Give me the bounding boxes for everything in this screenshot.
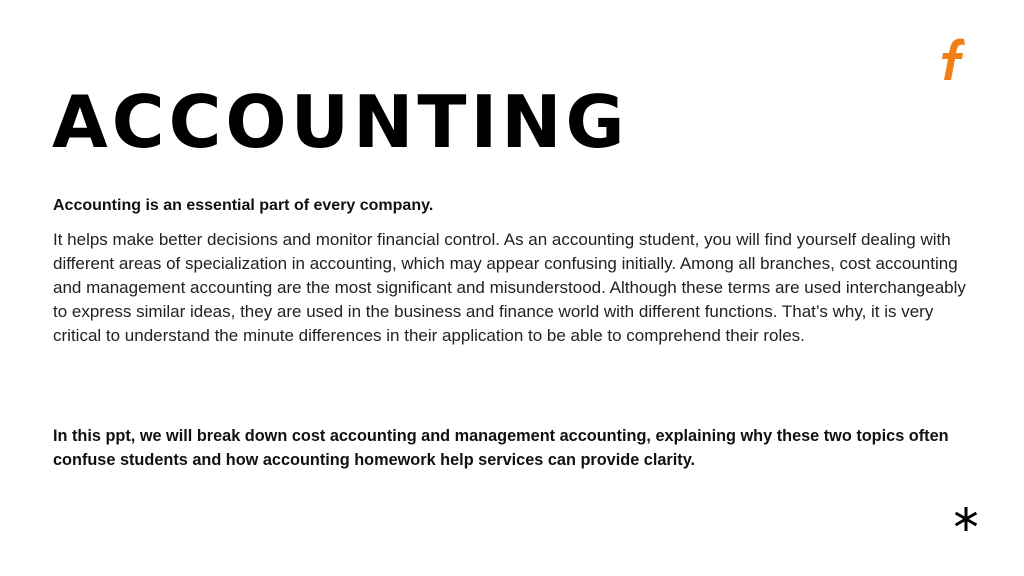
body-paragraph: It helps make better decisions and monitor financial control. As an accounting student, you will find yourself dealing with different areas of specialization in accounting, which may appear confusing initially. Among all branches, cost accounting and management accounting are the most significant and misunderstood. Although these terms are used interchangeably to express similar ideas, they are used in the business and finance world with different functions. That’s why, it is very critical to understand the minute differences in their application to be able to comprehend their roles. — [53, 230, 966, 345]
slide-title: ACCOUNTING — [52, 80, 629, 164]
asterisk-icon — [953, 506, 979, 532]
closing-paragraph: In this ppt, we will break down cost accounting and management accounting, explaining why these two topics often confuse students and how accounting homework help services can provide clarity. — [53, 427, 949, 469]
lead-sentence: Accounting is an essential part of every company. — [53, 197, 434, 214]
f-logo-icon — [938, 36, 970, 82]
